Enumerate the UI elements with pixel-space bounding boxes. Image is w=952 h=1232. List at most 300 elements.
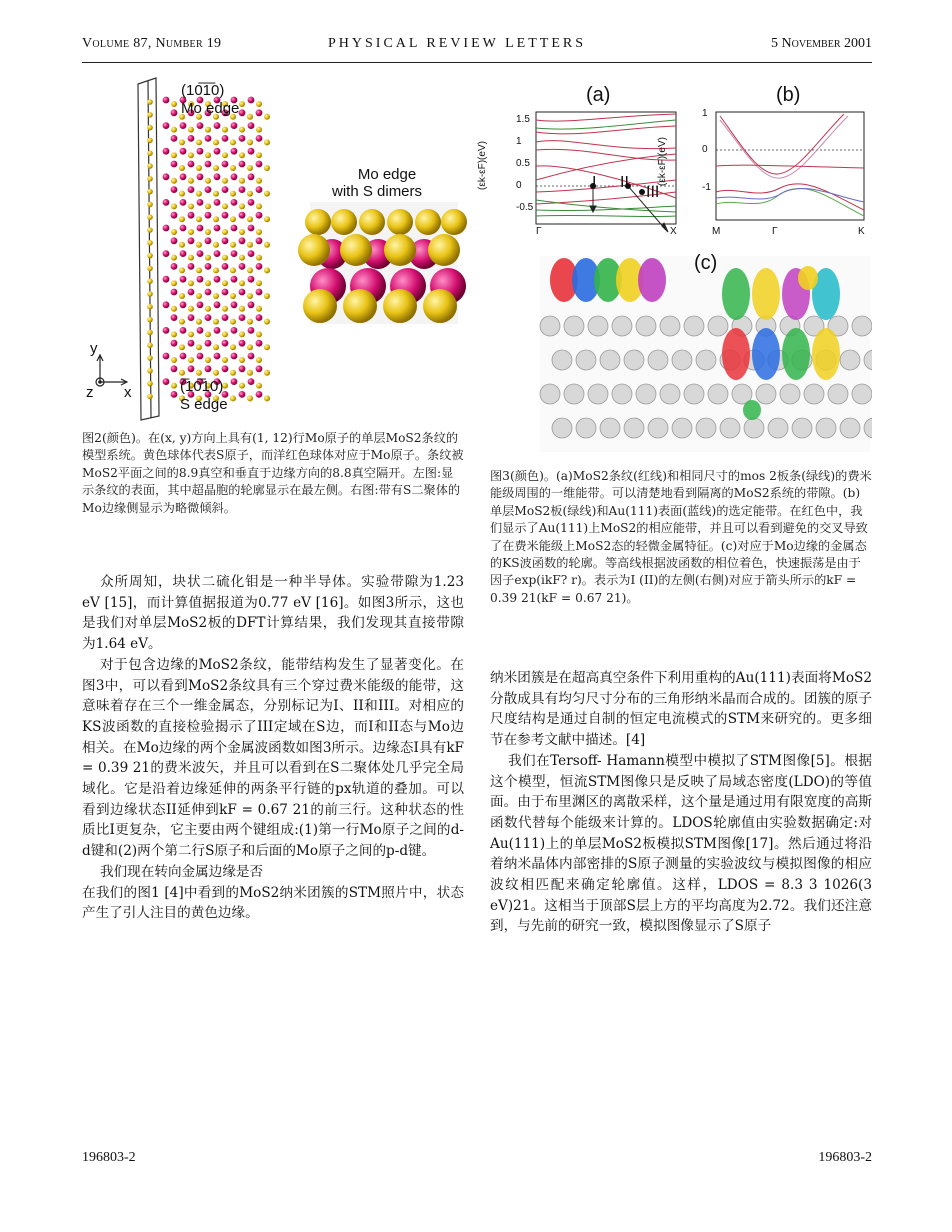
substrate-atom	[852, 316, 872, 336]
substrate-atom	[636, 316, 656, 336]
s-atom	[230, 395, 236, 401]
s-atom	[205, 152, 211, 158]
mo-atom	[180, 225, 187, 232]
tick-label: -0.5	[516, 202, 534, 213]
s-atom	[147, 266, 153, 272]
s-atom	[256, 178, 262, 184]
s-atom	[147, 202, 153, 208]
substrate-atom	[696, 418, 716, 438]
s-atom	[188, 255, 194, 261]
s-atom	[205, 306, 211, 312]
substrate-atom	[648, 418, 668, 438]
s-atom	[147, 176, 153, 182]
s-atom	[147, 163, 153, 169]
s-atom	[230, 370, 236, 376]
s-atom	[179, 293, 185, 299]
mo-atom	[180, 276, 187, 283]
inset-atom	[331, 209, 357, 235]
s-atom	[188, 229, 194, 235]
s-atom	[188, 152, 194, 158]
s-atom	[247, 267, 253, 273]
s-atom	[147, 355, 153, 361]
s-atom	[147, 291, 153, 297]
s-atom	[171, 101, 177, 107]
s-atom	[247, 395, 253, 401]
s-atom	[239, 280, 245, 286]
mo-atom	[163, 327, 170, 334]
fig3-graphics	[488, 80, 872, 458]
mo-atom	[197, 327, 204, 334]
s-atom	[196, 370, 202, 376]
mo-atom	[188, 237, 195, 244]
atom-lattice	[147, 97, 270, 402]
substrate-atom	[588, 316, 608, 336]
s-atom	[179, 139, 185, 145]
header-journal: PHYSICAL REVIEW LETTERS	[328, 36, 586, 51]
s-atom	[205, 357, 211, 363]
mo-atom	[239, 161, 246, 168]
s-atom	[239, 203, 245, 209]
s-atom	[230, 165, 236, 171]
mo-atom	[231, 199, 238, 206]
fig2-stripe-model	[82, 74, 472, 424]
s-atom	[222, 178, 228, 184]
mo-atom	[188, 314, 195, 321]
s-atom	[264, 267, 270, 273]
s-atom	[222, 280, 228, 286]
s-atom	[230, 293, 236, 299]
mo-atom	[171, 186, 178, 193]
mo-atom	[214, 276, 221, 283]
s-atom	[213, 344, 219, 350]
s-atom	[213, 242, 219, 248]
fig2-caption: 图2(颜色)。在(x, y)方向上具有(1, 12)行Mo原子的单层MoS2条纹的模型系统。黄色球体代表S原子，而洋红色球体对应于Mo原子。条纹被MoS2平面之间的8.9真空和垂直于边缘方向的8.8真空隔开。左图:显示条纹的表面，其中超晶胞的轮廓显示在最左侧。右图:带有S二聚体的Mo边缘侧显示为略微倾斜。	[82, 431, 464, 515]
fig2-bottom-label	[180, 378, 228, 414]
paragraph: 众所周知，块状二硫化钼是一种半导体。实验带隙为1.23 eV [15]，而计算值据报道为0.77 eV [16]。如图3所示，这也是我们对单层MoS2板的DFT计算结果，我们发现其直接带隙为1.64 eV。	[82, 574, 464, 653]
mo-atom	[239, 314, 246, 321]
s-atom	[256, 229, 262, 235]
s-atom	[247, 114, 253, 120]
mo-atom	[188, 212, 195, 219]
s-atom	[264, 139, 270, 145]
s-atom	[256, 383, 262, 389]
s-atom	[239, 255, 245, 261]
substrate-atom	[660, 316, 680, 336]
axis-indicator	[96, 355, 127, 386]
mo-atom	[171, 340, 178, 347]
s-atom	[247, 139, 253, 145]
inset-atom	[428, 234, 460, 266]
mo-atom	[231, 327, 238, 334]
mo-atom	[163, 250, 170, 257]
mo-atom	[231, 122, 238, 129]
mo-atom	[222, 289, 229, 296]
mo-atom	[188, 186, 195, 193]
substrate-atom	[636, 384, 656, 404]
s-atom	[213, 165, 219, 171]
mo-atom	[180, 173, 187, 180]
inset-atom	[343, 289, 377, 323]
mo-atom	[248, 276, 255, 283]
substrate-atom	[684, 384, 704, 404]
substrate-atom	[720, 418, 740, 438]
mo-atom	[248, 225, 255, 232]
s-atom	[188, 178, 194, 184]
s-atom	[222, 255, 228, 261]
mo-atom	[239, 289, 246, 296]
mo-atom	[171, 161, 178, 168]
right-column-text	[490, 668, 872, 937]
s-atom	[147, 227, 153, 233]
inset-atom	[387, 209, 413, 235]
inset-atom	[384, 234, 416, 266]
substrate-atom	[816, 418, 836, 438]
s-atom	[213, 293, 219, 299]
tick-label: 0	[702, 144, 708, 155]
s-atom	[147, 304, 153, 310]
mo-atom	[256, 186, 263, 193]
mo-atom	[256, 135, 263, 142]
s-atom	[256, 152, 262, 158]
mo-atom	[171, 135, 178, 142]
mo-atom	[256, 391, 263, 398]
s-atom	[147, 253, 153, 259]
fig2-inset-label	[332, 166, 423, 200]
mo-atom	[188, 365, 195, 372]
s-atom	[264, 242, 270, 248]
mo-atom	[239, 340, 246, 347]
paragraph: 我们现在转向金属边缘是否	[100, 863, 264, 880]
s-atom	[147, 317, 153, 323]
tick-label: 1	[702, 108, 708, 119]
s-atom	[147, 138, 153, 144]
mo-atom	[180, 148, 187, 155]
mo-atom	[248, 301, 255, 308]
s-atom	[179, 216, 185, 222]
s-atom	[171, 229, 177, 235]
inset-atom	[441, 209, 467, 235]
s-atom	[247, 344, 253, 350]
substrate-atom	[540, 316, 560, 336]
mo-atom	[239, 365, 246, 372]
mo-atom	[197, 148, 204, 155]
paragraph: 我们在Tersoff- Hamann模型中模拟了STM图像[5]。根据这个模型，恒流STM图像只是反映了局域态密度(LDO)的等值面。由于布里渊区的离散采样，这个量是通过用有限宽度的高斯函数代替每个能级来计算的。LDOS轮廓值由实验数据确定:对Au(111)上的单层MoS2板模拟STM图像[17]。然后通过将沿着纳米晶体内部密排的S原子测量的实验波纹与模拟图像的相应波纹相匹配来确定轮廓值。这样，LDOS = 8.3 3 1026(3 eV)21。这相当于顶部S层上方的平均高度为2.72。我们还注意到，与先前的研究一致，模拟图像显示了S原子	[490, 752, 872, 935]
mo-atom	[163, 301, 170, 308]
mo-atom	[248, 97, 255, 104]
mo-atom	[248, 148, 255, 155]
s-atom	[247, 242, 253, 248]
s-atom	[264, 395, 270, 401]
s-atom	[256, 331, 262, 337]
s-atom	[179, 319, 185, 325]
mo-atom	[248, 353, 255, 360]
mo-atom	[239, 135, 246, 142]
s-atom	[147, 240, 153, 246]
mo-atom	[171, 263, 178, 270]
inset-mo-edge	[298, 202, 467, 324]
s-atom	[147, 99, 153, 105]
s-atom	[230, 139, 236, 145]
s-atom	[179, 344, 185, 350]
mo-atom	[222, 263, 229, 270]
mo-atom	[188, 263, 195, 270]
mo-atom	[214, 148, 221, 155]
s-atom	[171, 383, 177, 389]
s-atom	[196, 319, 202, 325]
mo-atom	[197, 353, 204, 360]
tick-label: M	[712, 226, 721, 237]
mo-atom	[163, 173, 170, 180]
mo-atom	[180, 301, 187, 308]
mo-atom	[205, 161, 212, 168]
mo-atom	[205, 340, 212, 347]
tick-label: X	[670, 226, 677, 237]
s-atom	[188, 306, 194, 312]
mo-atom	[188, 340, 195, 347]
s-atom	[205, 280, 211, 286]
mo-atom	[214, 353, 221, 360]
mo-atom	[163, 122, 170, 129]
s-atom	[222, 357, 228, 363]
s-atom	[264, 216, 270, 222]
substrate-atom	[840, 418, 860, 438]
substrate-atom	[624, 350, 644, 370]
s-atom	[196, 242, 202, 248]
substrate-atom	[792, 418, 812, 438]
mo-atom	[205, 135, 212, 142]
mo-atom	[197, 173, 204, 180]
fig2-bottom-index: (̅10̅10)	[180, 378, 224, 395]
mo-atom	[163, 225, 170, 232]
s-atom	[256, 357, 262, 363]
mo-atom	[256, 289, 263, 296]
s-atom	[147, 278, 153, 284]
s-atom	[256, 306, 262, 312]
substrate-atom	[840, 350, 860, 370]
s-atom	[147, 394, 153, 400]
panel-c-label: (c)	[694, 252, 718, 274]
tick-label: Γ	[772, 226, 778, 237]
s-atom	[196, 344, 202, 350]
s-atom	[230, 319, 236, 325]
s-atom	[256, 203, 262, 209]
header-rule	[82, 62, 872, 63]
mo-atom	[239, 263, 246, 270]
tick-label: -1	[702, 182, 711, 193]
paragraph: 对于包含边缘的MoS2条纹，能带结构发生了显著变化。在图3中，可以看到MoS2条纹具有三个穿过费米能级的能带，这意味着存在三个一维金属态，分别标记为I、II和III。对相应的KS波函数的直接检验揭示了III定域在S边，而I和II态与Mo边相关。在Mo边缘的两个金属波函数如图3所示。边缘态I具有kF = 0.39 21的费米波矢，并且可以看到在S二聚体处几乎完全局域化。它是沿着边缘延伸的两条平行链的px轨道的叠加。可以看到边缘状态II延伸到kF = 0.67 21的前三行。这种状态的性质比I更复杂，它主要由两个键组成:(1)第一行Mo原子之间的d-d键和(2)两个第二行S原子和后面的Mo原子之间的p-d键。	[82, 656, 464, 860]
substrate-atom	[540, 384, 560, 404]
mo-atom	[163, 148, 170, 155]
s-atom	[264, 165, 270, 171]
mo-atom	[248, 122, 255, 129]
mo-atom	[197, 276, 204, 283]
s-atom	[247, 216, 253, 222]
s-atom	[222, 229, 228, 235]
s-atom	[213, 319, 219, 325]
mo-atom	[239, 237, 246, 244]
paragraph: 纳米团簇是在超高真空条件下利用重构的Au(111)表面将MoS2分散成具有均匀尺寸分布的三角形纳米晶而合成的。团簇的原子尺度结构是通过自制的恒定电流模式的STM来研究的。更多细节在参考文献中描述。[4]	[490, 670, 872, 749]
mo-atom	[231, 225, 238, 232]
panel-a-ylabel: (εk-εF)(eV)	[476, 141, 488, 190]
s-atom	[147, 189, 153, 195]
s-atom	[264, 319, 270, 325]
s-atom	[239, 178, 245, 184]
s-atom	[230, 191, 236, 197]
substrate-atom	[828, 384, 848, 404]
s-atom	[179, 242, 185, 248]
substrate-atom	[648, 350, 668, 370]
inset-atom	[415, 209, 441, 235]
state-label-ii: II	[620, 174, 629, 191]
s-atom	[205, 229, 211, 235]
s-atom	[205, 255, 211, 261]
substrate-atom	[708, 384, 728, 404]
mo-atom	[248, 173, 255, 180]
s-atom	[213, 216, 219, 222]
s-atom	[205, 331, 211, 337]
mo-atom	[231, 250, 238, 257]
axis-x-label: x	[124, 384, 132, 401]
fig2-inset-line2: with S dimers	[332, 183, 423, 200]
tick-label: 1.5	[516, 114, 530, 125]
inset-atom	[298, 234, 330, 266]
substrate-atom	[780, 384, 800, 404]
s-atom	[264, 191, 270, 197]
mo-atom	[256, 263, 263, 270]
mo-atom	[197, 301, 204, 308]
fig2-top-index: (10̅1̅0)	[181, 82, 225, 99]
fig2-top-edge: Mo edge	[181, 100, 240, 117]
substrate-atom	[624, 418, 644, 438]
mo-atom	[231, 276, 238, 283]
s-atom	[213, 139, 219, 145]
figure-2	[82, 74, 472, 424]
inset-atom	[383, 289, 417, 323]
mo-atom	[188, 289, 195, 296]
s-atom	[196, 139, 202, 145]
inset-atom	[340, 234, 372, 266]
mo-atom	[222, 237, 229, 244]
s-atom	[147, 150, 153, 156]
s-atom	[171, 357, 177, 363]
s-atom	[230, 344, 236, 350]
s-atom	[171, 178, 177, 184]
substrate-atom	[564, 384, 584, 404]
s-atom	[179, 191, 185, 197]
mo-atom	[256, 365, 263, 372]
mo-atom	[171, 109, 178, 116]
s-atom	[196, 191, 202, 197]
s-atom	[222, 331, 228, 337]
mo-atom	[214, 301, 221, 308]
mo-atom	[256, 109, 263, 116]
inset-atom	[423, 289, 457, 323]
mo-atom	[205, 289, 212, 296]
footer-page-right: 196803-2	[818, 1150, 872, 1165]
substrate-atom	[552, 350, 572, 370]
s-atom	[239, 306, 245, 312]
mo-atom	[163, 276, 170, 283]
s-atom	[256, 127, 262, 133]
s-atom	[256, 280, 262, 286]
s-atom	[147, 125, 153, 131]
substrate-atom	[600, 350, 620, 370]
s-atom	[222, 203, 228, 209]
running-header	[82, 36, 872, 56]
mo-atom	[171, 289, 178, 296]
substrate-atom	[708, 316, 728, 336]
inset-atom	[359, 209, 385, 235]
mo-atom	[214, 173, 221, 180]
s-atom	[213, 267, 219, 273]
substrate-atom	[588, 384, 608, 404]
substrate-atom	[756, 384, 776, 404]
mo-atom	[171, 365, 178, 372]
paragraph: 在我们的图1 [4]中看到的MoS2纳米团簇的STM照片中，状态产生了引人注目的黄色边缘。	[82, 884, 464, 922]
s-atom	[256, 255, 262, 261]
inset-atom	[303, 289, 337, 323]
mo-atom	[180, 199, 187, 206]
panel-b-bandplot	[716, 112, 864, 220]
mo-atom	[171, 314, 178, 321]
s-atom	[196, 293, 202, 299]
mo-atom	[222, 314, 229, 321]
mo-atom	[239, 391, 246, 398]
s-atom	[264, 293, 270, 299]
mo-atom	[197, 225, 204, 232]
s-atom	[179, 165, 185, 171]
s-atom	[222, 127, 228, 133]
substrate-atom	[672, 350, 692, 370]
s-atom	[239, 383, 245, 389]
mo-atom	[248, 327, 255, 334]
s-atom	[239, 101, 245, 107]
s-atom	[188, 331, 194, 337]
s-atom	[247, 319, 253, 325]
mo-atom	[256, 340, 263, 347]
mo-atom	[256, 314, 263, 321]
s-atom	[213, 191, 219, 197]
s-atom	[179, 267, 185, 273]
panel-a-label: (a)	[586, 84, 611, 106]
fig2-bottom-edge: S edge	[180, 396, 228, 413]
s-atom	[239, 357, 245, 363]
s-atom	[171, 255, 177, 261]
s-atom	[222, 306, 228, 312]
substrate-atom	[696, 350, 716, 370]
tick-label: Γ	[536, 226, 542, 237]
mo-atom	[256, 161, 263, 168]
mo-atom	[231, 148, 238, 155]
inset-atom	[305, 209, 331, 235]
s-atom	[239, 152, 245, 158]
s-atom	[239, 127, 245, 133]
axis-z-label: z	[86, 384, 94, 401]
header-date: 5 November 2001	[770, 36, 872, 51]
s-atom	[256, 101, 262, 107]
fig2-top-label	[181, 82, 239, 118]
s-atom	[247, 293, 253, 299]
panel-b-ylabel: (εk-εF)(eV)	[656, 137, 668, 186]
panel-c-wavefunctions	[540, 256, 872, 452]
s-atom	[188, 203, 194, 209]
s-atom	[188, 280, 194, 286]
substrate-atom	[684, 316, 704, 336]
s-atom	[196, 216, 202, 222]
state-label-iii: III	[646, 184, 660, 201]
substrate-atom	[660, 384, 680, 404]
s-atom	[264, 114, 270, 120]
